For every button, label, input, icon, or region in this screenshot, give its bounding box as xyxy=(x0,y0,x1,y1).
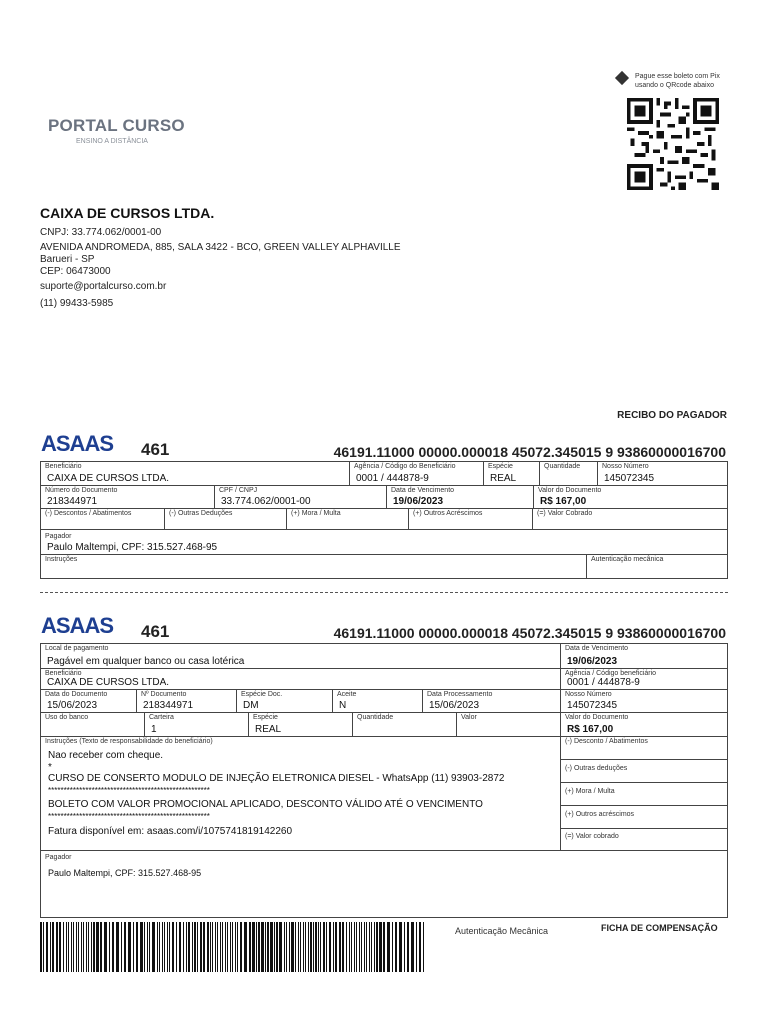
label: (=) Valor cobrado xyxy=(565,833,619,840)
logo-title: PORTAL CURSO xyxy=(48,116,185,135)
company-address: AVENIDA ANDROMEDA, 885, SALA 3422 - BCO, GREEN VALLEY ALPHAVILLE xyxy=(40,242,401,253)
label: Valor do Documento xyxy=(538,487,602,494)
digitable-line[interactable]: 46191.11000 00000.000018 45072.345015 9 93860000016700 xyxy=(333,625,726,641)
value: Paulo Maltempi, CPF: 315.527.468-95 xyxy=(47,542,218,553)
instruction-line: CURSO DE CONSERTO MODULO DE INJEÇÃO ELETRONICA DIESEL - WhatsApp (11) 93903-2872 xyxy=(48,773,505,784)
company-name: CAIXA DE CURSOS LTDA. xyxy=(40,205,215,221)
recibo-outras-deducoes xyxy=(165,509,287,530)
label: Espécie xyxy=(253,714,278,721)
recibo-especie xyxy=(484,462,540,486)
ficha-data-documento xyxy=(41,690,137,713)
label: CPF / CNPJ xyxy=(219,487,258,494)
label: Beneficiário xyxy=(45,670,82,677)
label: Data Processamento xyxy=(427,691,493,698)
ficha-valor-documento xyxy=(561,713,728,737)
ficha-agencia xyxy=(561,669,728,690)
ficha-carteira xyxy=(145,713,249,737)
label: Uso do banco xyxy=(45,714,89,721)
ficha-data-processamento xyxy=(423,690,561,713)
pix-text: Pague esse boleto com Pix usando o QRcode abaixo xyxy=(635,73,720,89)
recibo-grid xyxy=(40,461,728,579)
label: Nº Documento xyxy=(141,691,187,698)
label: (=) Valor Cobrado xyxy=(537,510,593,517)
value: 218344971 xyxy=(47,496,98,507)
recibo-cpf-cnpj xyxy=(215,486,387,509)
recibo-title: RECIBO DO PAGADOR xyxy=(617,410,727,421)
asaas-logo: ASAAS xyxy=(41,613,114,638)
value: 145072345 xyxy=(604,473,655,484)
label: Instruções xyxy=(45,556,78,563)
instruction-line[interactable]: Fatura disponível em: asaas.com/i/1075741819142260 xyxy=(48,826,293,837)
label: Autenticação mecânica xyxy=(591,556,664,563)
value: 0001 / 444878-9 xyxy=(356,473,429,484)
label: (-) Outras deduções xyxy=(565,765,628,772)
cut-line xyxy=(40,592,728,593)
instruction-line: **************************************************** xyxy=(48,812,210,821)
label: (+) Outros acréscimos xyxy=(565,811,635,818)
label: Pagador xyxy=(45,533,72,540)
ficha-local-pagamento xyxy=(41,644,561,669)
bank-code: 461 xyxy=(141,622,170,641)
label: Beneficiário xyxy=(45,463,82,470)
ficha-acrescimos xyxy=(561,806,728,829)
ficha-instrucoes xyxy=(41,737,561,851)
company-logo xyxy=(40,60,200,190)
digitable-line[interactable]: 46191.11000 00000.000018 45072.345015 9 93860000016700 xyxy=(333,444,726,460)
ficha-outras-deducoes xyxy=(561,760,728,783)
recibo-beneficiario xyxy=(41,462,350,486)
label: Pagador xyxy=(45,854,72,861)
ficha-valor xyxy=(457,713,561,737)
value: CAIXA DE CURSOS LTDA. xyxy=(47,473,170,484)
label: Local de pagamento xyxy=(45,645,109,652)
value: N xyxy=(339,700,347,711)
recibo-valor-documento xyxy=(534,486,728,509)
ficha-nosso-numero xyxy=(561,690,728,713)
label: (+) Mora / Multa xyxy=(291,510,341,517)
label: Número do Documento xyxy=(45,487,118,494)
label: Espécie Doc. xyxy=(241,691,283,698)
company-email[interactable]: suporte@portalcurso.com.br xyxy=(40,281,167,292)
label: (+) Mora / Multa xyxy=(565,788,615,795)
recibo-autenticacao xyxy=(587,555,728,578)
value: Pagável em qualquer banco ou casa lotérica xyxy=(47,656,245,667)
ficha-title: FICHA DE COMPENSAÇÃO xyxy=(601,923,718,933)
label: Data de Vencimento xyxy=(565,645,629,652)
logo-subtitle: ENSINO A DISTÂNCIA xyxy=(76,138,148,145)
recibo-nosso-numero xyxy=(598,462,728,486)
company-city: Barueri - SP xyxy=(40,254,95,265)
label: Nosso Número xyxy=(565,691,612,698)
recibo-mora xyxy=(287,509,409,530)
label: (+) Outros Acréscimos xyxy=(413,510,483,517)
value: 0001 / 444878-9 xyxy=(567,677,640,688)
label: Quantidade xyxy=(357,714,394,721)
ficha-aceite xyxy=(333,690,423,713)
bank-code: 461 xyxy=(141,440,170,459)
recibo-valor-cobrado xyxy=(533,509,728,530)
ficha-especie xyxy=(249,713,353,737)
label: Valor do Documento xyxy=(565,714,629,721)
recibo-agencia xyxy=(350,462,484,486)
recibo-pagador xyxy=(41,530,728,555)
company-cnpj: CNPJ: 33.774.062/0001-00 xyxy=(40,227,162,238)
ficha-especie-doc xyxy=(237,690,333,713)
ficha-uso-banco xyxy=(41,713,145,737)
value: 15/06/2023 xyxy=(47,700,98,711)
autenticacao-mecanica: Autenticação Mecânica xyxy=(455,926,549,936)
ficha-n-documento xyxy=(137,690,237,713)
company-cep: CEP: 06473000 xyxy=(40,266,111,277)
ficha-quantidade xyxy=(353,713,457,737)
value: Paulo Maltempi, CPF: 315.527.468-95 xyxy=(48,868,202,878)
instruction-line: Nao receber com cheque. xyxy=(48,750,164,761)
label: (-) Desconto / Abatimentos xyxy=(565,738,648,745)
value: R$ 167,00 xyxy=(540,496,587,507)
value: 218344971 xyxy=(143,700,194,711)
recibo-acrescimos xyxy=(409,509,533,530)
recibo-numero-documento xyxy=(41,486,215,509)
label: (-) Descontos / Abatimentos xyxy=(45,510,132,517)
value: R$ 167,00 xyxy=(567,724,614,735)
pix-qr-code[interactable] xyxy=(623,98,723,190)
value: CAIXA DE CURSOS LTDA. xyxy=(47,677,170,688)
label: Quantidade xyxy=(544,463,581,470)
label: Data de Vencimento xyxy=(391,487,455,494)
recibo-instrucoes xyxy=(41,555,587,578)
pix-icon xyxy=(615,71,629,85)
value: 15/06/2023 xyxy=(429,700,480,711)
instruction-line: * xyxy=(48,762,52,773)
label: Aceite xyxy=(337,691,357,698)
value: REAL xyxy=(490,473,517,484)
value: 145072345 xyxy=(567,700,618,711)
recibo-descontos xyxy=(41,509,165,530)
label: Agência / Código do Beneficiário xyxy=(354,463,456,470)
label: Carteira xyxy=(149,714,174,721)
ficha-beneficiario xyxy=(41,669,561,690)
instruction-line: BOLETO COM VALOR PROMOCIONAL APLICADO, DESCONTO VÁLIDO ATÉ O VENCIMENTO xyxy=(48,799,483,810)
value: DM xyxy=(243,700,259,711)
value: REAL xyxy=(255,724,282,735)
value: 33.774.062/0001-00 xyxy=(221,496,311,507)
value: 1 xyxy=(151,724,157,735)
ficha-grid xyxy=(40,643,728,918)
label: Instruções (Texto de responsabilidade do beneficiário) xyxy=(45,738,213,745)
asaas-logo: ASAAS xyxy=(41,431,114,456)
value: 19/06/2023 xyxy=(567,656,618,667)
ficha-mora xyxy=(561,783,728,806)
barcode[interactable] xyxy=(40,922,424,972)
label: Espécie xyxy=(488,463,513,470)
ficha-desconto xyxy=(561,737,728,760)
instruction-line: **************************************************** xyxy=(48,786,210,795)
value: 19/06/2023 xyxy=(393,496,444,507)
recibo-quantidade xyxy=(540,462,598,486)
label: (-) Outras Deduções xyxy=(169,510,233,517)
label: Agência / Código beneficiário xyxy=(565,670,657,677)
recibo-vencimento xyxy=(387,486,534,509)
label: Data do Documento xyxy=(45,691,108,698)
ficha-pagador xyxy=(41,851,728,917)
label: Valor xyxy=(461,714,477,721)
ficha-valor-cobrado xyxy=(561,829,728,851)
label: Nosso Número xyxy=(602,463,649,470)
ficha-vencimento xyxy=(561,644,728,669)
company-phone: (11) 99433-5985 xyxy=(40,298,114,309)
